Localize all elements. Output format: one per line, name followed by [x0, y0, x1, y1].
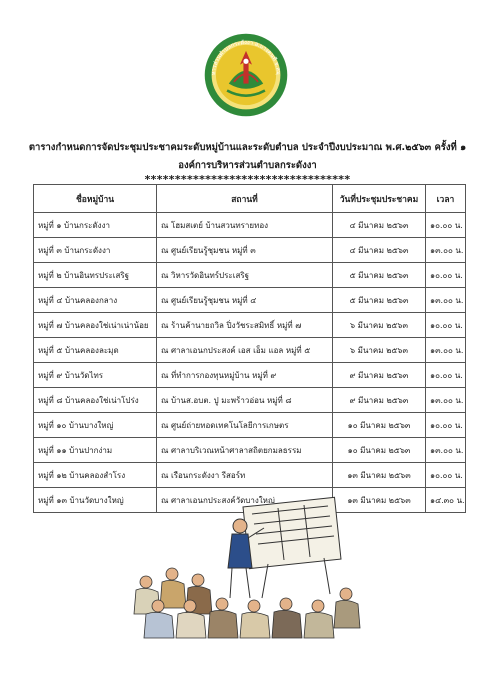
cell-village: หมู่ที่ ๑ บ้านกระดังงา — [34, 213, 157, 238]
table-row — [34, 238, 466, 263]
cell-date: ๑๐ มีนาคม ๒๕๖๓ — [333, 413, 426, 438]
cell-village: หมู่ที่ ๑๐ บ้านบางใหญ่ — [34, 413, 157, 438]
cell-time: ๑๐.๐๐ น. — [426, 213, 466, 238]
star-divider: ********************************** — [144, 173, 351, 186]
table-row — [34, 288, 466, 313]
community-meeting-illustration — [128, 494, 364, 642]
cell-village: หมู่ที่ ๑๑ บ้านปากง่าม — [34, 438, 157, 463]
cell-time: ๑๐.๐๐ น. — [426, 413, 466, 438]
document-title: ตารางกำหนดการจัดประชุมประชาคมระดับหมู่บ้านและระดับตำบล ประจำปีงบประมาณ พ.ศ.๒๕๖๓ ครั้งที่ ๑ — [28, 142, 467, 153]
cell-venue: ณ ศาลาบริเวณหน้าศาลาสถิตยกมลธรรม — [157, 438, 333, 463]
cell-village: หมู่ที่ ๑๓ บ้านวัดบางใหญ่ — [34, 488, 157, 513]
organization-name: องค์การบริหารส่วนตำบลกระดังงา — [178, 160, 317, 171]
cell-venue: ณ ศูนย์เรียนรู้ชุมชน หมู่ที่ ๓ — [157, 238, 333, 263]
meeting-schedule-table — [33, 184, 466, 513]
cell-village: หมู่ที่ ๘ บ้านคลองใช่เน่าโปร่ง — [34, 388, 157, 413]
table-row — [34, 438, 466, 463]
table-row — [34, 313, 466, 338]
cell-venue: ณ บ้านส.อบต. ปู มะพร้าวอ่อน หมู่ที่ ๘ — [157, 388, 333, 413]
cell-date: ๖ มีนาคม ๒๕๖๓ — [333, 338, 426, 363]
table-row — [34, 388, 466, 413]
table-row — [34, 213, 466, 238]
cell-date: ๔ มีนาคม ๒๕๖๓ — [333, 238, 426, 263]
svg-text:องค์การบริหารส่วนตำบลกระดังงา: หารส่วนตำบลกระดังงา อ.บางคนที จ.สมุ — [210, 40, 282, 76]
cell-village: หมู่ที่ ๕ บ้านคลองละมุด — [34, 338, 157, 363]
cell-venue: ณ ร้านค้านายถวิล ปิ่งวัชระสมิทธิ์ หมู่ที่ ๗ — [157, 313, 333, 338]
table-row — [34, 263, 466, 288]
cell-date: ๔ มีนาคม ๒๕๖๓ — [333, 213, 426, 238]
cell-village: หมู่ที่ ๙ บ้านวัดไทร — [34, 363, 157, 388]
table-row — [34, 338, 466, 363]
cell-venue: ณ เรือนกระดังงา รีสอร์ท — [157, 463, 333, 488]
cell-date: ๕ มีนาคม ๒๕๖๓ — [333, 288, 426, 313]
cell-time: ๑๐.๐๐ น. — [426, 313, 466, 338]
cell-date: ๑๓ มีนาคม ๒๕๖๓ — [333, 488, 426, 513]
header-village: ชื่อหมู่บ้าน — [34, 185, 157, 213]
cell-date: ๑๐ มีนาคม ๒๕๖๓ — [333, 438, 426, 463]
table-header-row — [34, 185, 466, 213]
cell-village: หมู่ที่ ๒ บ้านอินทรประเสริฐ — [34, 263, 157, 288]
table-row — [34, 363, 466, 388]
cell-time: ๑๓.๐๐ น. — [426, 338, 466, 363]
header-date: วันที่ประชุมประชาคม — [333, 185, 426, 213]
cell-venue: ณ โฮมสเตย์ บ้านสวนทรายทอง — [157, 213, 333, 238]
cell-venue: ณ ที่ทำการกองทุนหมู่บ้าน หมู่ที่ ๙ — [157, 363, 333, 388]
cell-time: ๑๓.๐๐ น. — [426, 238, 466, 263]
cell-date: ๑๓ มีนาคม ๒๕๖๓ — [333, 463, 426, 488]
cell-date: ๙ มีนาคม ๒๕๖๓ — [333, 363, 426, 388]
cell-village: หมู่ที่ ๓ บ้านกระดังงา — [34, 238, 157, 263]
cell-date: ๙ มีนาคม ๒๕๖๓ — [333, 388, 426, 413]
cell-venue: ณ ศาลาเอนกประสงค์ เอส เอ็ม แอล หมู่ที่ ๕ — [157, 338, 333, 363]
cell-date: ๕ มีนาคม ๒๕๖๓ — [333, 263, 426, 288]
cell-village: หมู่ที่ ๑๒ บ้านคลองสำโรง — [34, 463, 157, 488]
cell-time: ๑๐.๐๐ น. — [426, 263, 466, 288]
cell-venue: ณ ศูนย์เรียนรู้ชุมชน หมู่ที่ ๔ — [157, 288, 333, 313]
cell-time: ๑๓.๐๐ น. — [426, 438, 466, 463]
cell-time: ๑๓.๐๐ น. — [426, 288, 466, 313]
seal-logo — [203, 32, 289, 118]
cell-time: ๑๐.๐๐ น. — [426, 463, 466, 488]
header-venue: สถานที่ — [157, 185, 333, 213]
header-time: เวลา — [426, 185, 466, 213]
cell-time: ๑๓.๐๐ น. — [426, 388, 466, 413]
cell-date: ๖ มีนาคม ๒๕๖๓ — [333, 313, 426, 338]
cell-village: หมู่ที่ ๗ บ้านคลองใช่เน่าเน่าน้อย — [34, 313, 157, 338]
cell-village: หมู่ที่ ๔ บ้านคลองกลาง — [34, 288, 157, 313]
cell-venue: ณ ศาลาเอนกประสงค์วัดบางใหญ่ — [157, 488, 333, 513]
cell-time: ๑๔.๓๐ น. — [426, 488, 466, 513]
table-row — [34, 463, 466, 488]
cell-venue: ณ ศูนย์ถ่ายทอดเทคโนโลยีการเกษตร — [157, 413, 333, 438]
cell-time: ๑๐.๐๐ น. — [426, 363, 466, 388]
cell-venue: ณ วิหารวัดอินทร์ประเสริฐ — [157, 263, 333, 288]
table-row — [34, 413, 466, 438]
